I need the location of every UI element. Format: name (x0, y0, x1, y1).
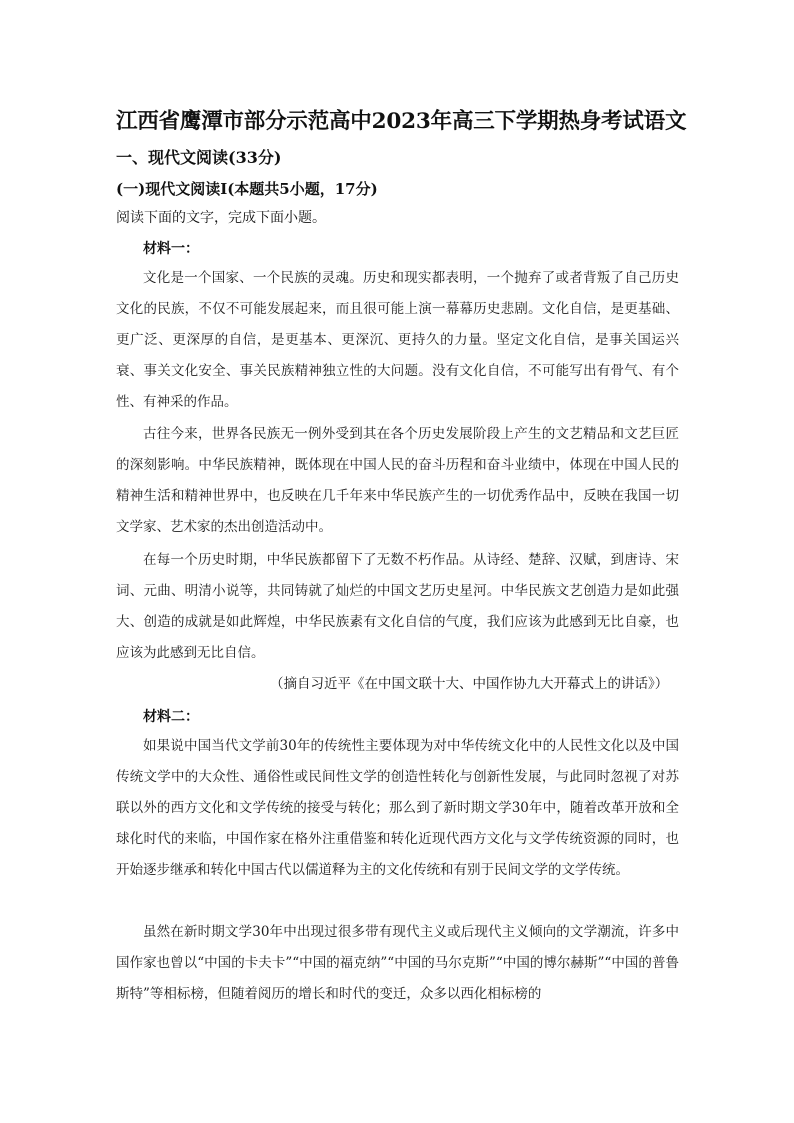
material-two-paragraph: 如果说中国当代文学前30年的传统性主要体现为对中华传统文化中的人民性文化以及中国传统文学中的大众性、通俗性或民间性文学的创造性转化与创新性发展，与此同时忽视了对苏联以外的西方文化和文学传统的接受与转化；那么到了新时期文学30年中，随着改革开放和全球化时代的来临，中国作家在格外注重借鉴和转化近现代西方文化与文学传统资源的同时，也开始逐步继承和转化中国古代以儒道释为主的文化传统和有别于民间文学的文学传统。 (116, 738, 679, 878)
material-one-paragraph: 文化是一个国家、一个民族的灵魂。历史和现实都表明，一个抛弃了或者背叛了自己历史文化的民族，不仅不可能发展起来，而且很可能上演一幕幕历史悲剧。文化自信，是更基础、更广泛、更深厚的自信，是更基本、更深沉、更持久的力量。坚定文化自信，是事关国运兴衰、事关文化安全、事关民族精神独立性的大问题。没有文化自信，不可能写出有骨气、有个性、有神采的作品。 (116, 270, 679, 410)
material-one-paragraph: 古往今来，世界各民族无一例外受到其在各个历史发展阶段上产生的文艺精品和文艺巨匠的深刻影响。中华民族精神，既体现在中国人民的奋斗历程和奋斗业绩中，体现在中国人民的精神生活和精神世界中，也反映在几千年来中华民族产生的一切优秀作品中，反映在我国一切文学家、艺术家的杰出创造活动中。 (116, 426, 679, 535)
material-two-label: 材料二： (143, 709, 199, 725)
page-title: 江西省鹰潭市部分示范高中2023年高三下学期热身考试语文 (116, 109, 687, 134)
material-two-paragraph: 虽然在新时期文学30年中出现过很多带有现代主义或后现代主义倾向的文学潮流，许多中国作家也曾以“中国的卡夫卡”“中国的福克纳”“中国的马尔克斯”“中国的博尔赫斯”“中国的普鲁斯特”等相标榜，但随着阅历的增长和时代的变迁，众多以西化相标榜的 (116, 924, 679, 1002)
instruction-text: 阅读下面的文字，完成下面小题。 (116, 210, 326, 226)
section-heading: 一、现代文阅读(33分) (116, 148, 282, 167)
material-one-paragraph: 在每一个历史时期，中华民族都留下了无数不朽作品。从诗经、楚辞、汉赋，到唐诗、宋词、元曲、明清小说等，共同铸就了灿烂的中国文艺历史星河。中华民族文艺创造力是如此强大、创造的成就是如此辉煌，中华民族素有文化自信的气度，我们应该为此感到无比自豪，也应该为此感到无比自信。 (116, 552, 679, 661)
material-one-label: 材料一： (143, 241, 199, 257)
subsection-heading: (一)现代文阅读Ⅰ(本题共5小题，17分) (116, 180, 378, 198)
material-one-source: （摘自习近平《在中国文联十大、中国作协九大开幕式上的讲话》） (270, 676, 669, 692)
